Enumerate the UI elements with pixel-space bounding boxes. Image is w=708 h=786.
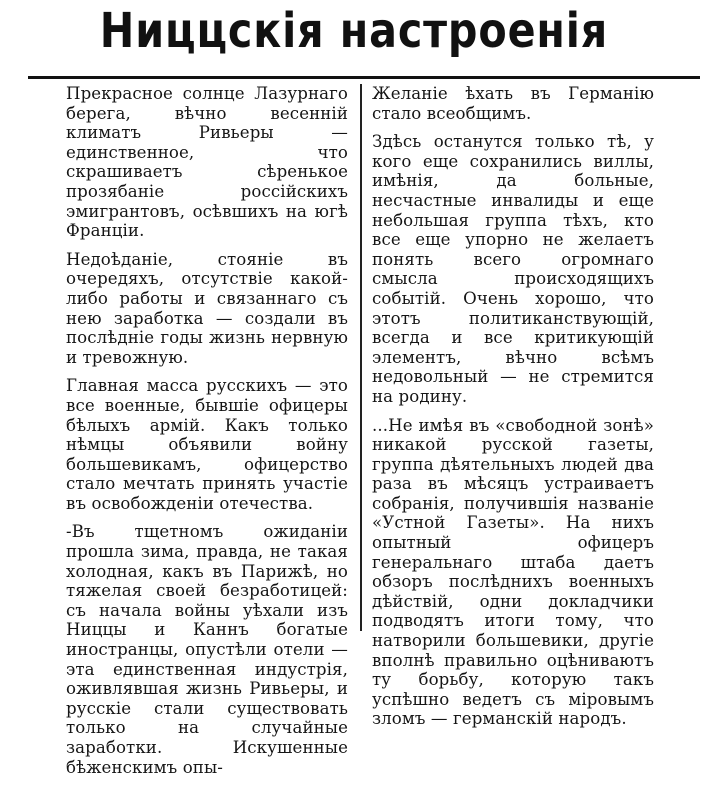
paragraph: ...Не имѣя въ «свободной зонѣ» никакой русской газеты, группа дѣятельныхъ людей два раза въ мѣсяцъ устраиваетъ собранія, получившія названіе «Устной Газеты». На нихъ опытный офицеръ генеральнаго штаба даетъ обзоръ послѣднихъ военныхъ дѣйствій, одни докладчики подводятъ итоги тому, что натворили большевики, другіе вполнѣ правильно оцѣниваютъ ту борьбу, которую такъ успѣшно ведетъ съ міровымъ зломъ — германскій народъ. (372, 415, 654, 729)
right-column (372, 84, 654, 738)
left-column (66, 84, 348, 786)
paragraph: Желаніе ѣхать въ Германію стало всеобщимъ. (372, 84, 654, 123)
paragraph: Прекрасное солнце Лазурнаго берега, вѣчно весенній климатъ Ривьеры — единственное, что скрашиваетъ сѣренькое прозябаніе россійскихъ эмигрантовъ, осѣвшихъ на югѣ Франціи. (66, 84, 348, 241)
paragraph: Здѣсь останутся только тѣ, у кого еще сохранились виллы, имѣнія, да больные, несчастные инвалиды и еще небольшая группа тѣхъ, кто все еще упорно не желаетъ понять всего огромнаго смысла происходящихъ событій. Очень хорошо, что этотъ политиканствующій, всегда и все критикующій элементъ, вѣчно всѣмъ недовольный — не стремится на родину. (372, 132, 654, 406)
article-headline: Ниццскія настроенія (99, 3, 609, 59)
column-divider (360, 84, 362, 631)
paragraph: Недоѣданіе, стояніе въ очередяхъ, отсутствіе какой-либо работы и связаннаго съ нею заработка — создали въ послѣдніе годы жизнь нервную и тревожную. (66, 249, 348, 367)
paragraph: Главная масса русскихъ — это все военные, бывшіе офицеры бѣлыхъ армій. Какъ только нѣмцы объявили войну большевикамъ, офицерство стало мечтать принять участіе въ освобожденіи отечества. (66, 376, 348, 513)
paragraph: -Въ тщетномъ ожиданіи прошла зима, правда, не такая холодная, какъ въ Парижѣ, но тяжелая своей безработицей: съ начала войны уѣхали изъ Ниццы и Каннъ богатые иностранцы, опустѣли отели — эта единственная индустрія, оживлявшая жизнь Ривьеры, и русскіе стали существовать только на случайные заработки. Искушенные бѣженскимъ опы- (66, 522, 348, 777)
headline-rule (28, 76, 700, 79)
